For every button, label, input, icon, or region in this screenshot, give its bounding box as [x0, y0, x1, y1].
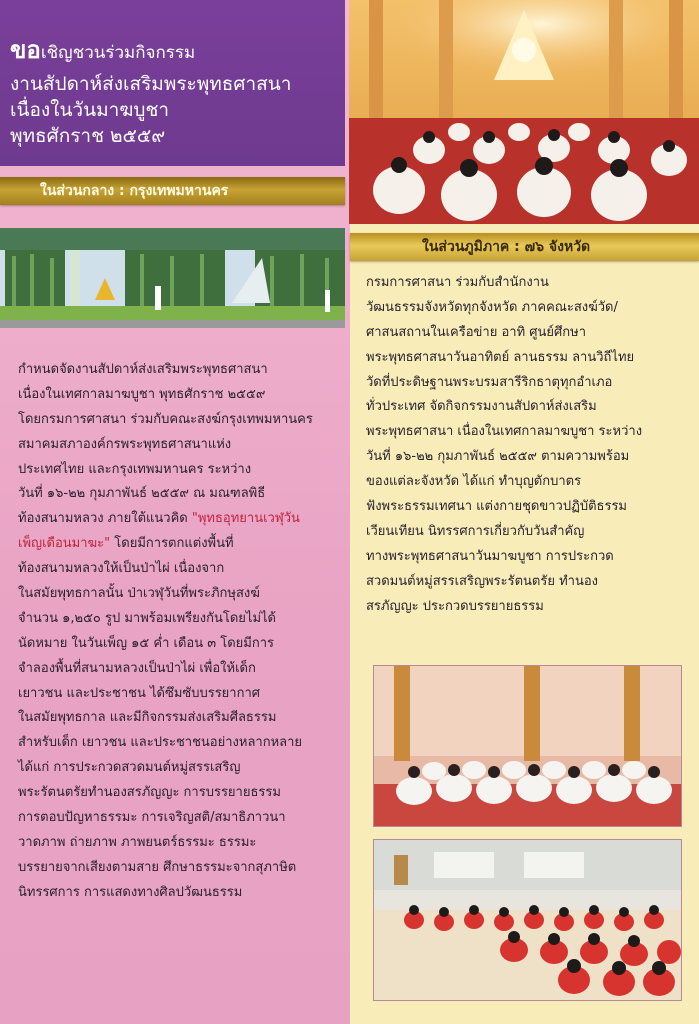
concept-name-highlight-b: เพ็ญเดือนมาฆะ" [18, 536, 111, 552]
central-line-7-text: ท้องสนามหลวง ภายใต้แนวคิด [18, 511, 192, 527]
central-line-11: จำนวน ๑,๒๕๐ รูป มาพร้อมเพรียงกันโดยไม่ได้ [18, 610, 276, 626]
central-line-4: สมาคมสภาองค์กรพระพุทธศาสนาแห่ง [18, 436, 232, 452]
header-line-2: งานสัปดาห์ส่งเสริมพระพุทธศาสนา [10, 73, 292, 95]
central-line-21: บรรยายจากเสียงตามสาย ศึกษาธรรมะจากสุภาษิต [18, 859, 297, 875]
central-line-10: ในสมัยพุทธกาลนั้น ป่าเวฬุวันที่พระภิกษุสงฆ์ [18, 586, 260, 602]
central-line-7 [18, 507, 313, 532]
central-line-17: ได้แก่ การประกวดสวดมนต์หมู่สรรเสริญ [18, 760, 241, 776]
temple-hall-illustration [349, 0, 699, 224]
regional-line-11: เวียนเทียน นิทรรศการเกี่ยวกับวันสำคัญ [366, 523, 585, 539]
header-first-word: ขอ [10, 36, 41, 64]
header-line-4: พุทธศักราช ๒๕๕๙ [10, 125, 166, 147]
temple-hall-photo [349, 0, 699, 224]
central-body-text [18, 358, 313, 906]
header-line-1 [10, 38, 195, 65]
regional-line-8: วันที่ ๑๖-๒๒ กุมภาพันธ์ ๒๕๕๙ ตามความพร้อม [366, 449, 630, 465]
central-line-1: กำหนดจัดงานสัปดาห์ส่งเสริมพระพุทธศาสนา [18, 362, 268, 377]
regional-line-3: ศาสนสถานในเครือข่าย อาทิ ศูนย์ศึกษา [366, 324, 587, 340]
regional-line-14: สรภัญญะ ประกวดบรรยายธรรม [366, 598, 544, 614]
students-prayer-illustration [374, 840, 681, 1000]
central-line-22: นิทรรศการ การแสดงทางศิลปวัฒนธรรม [18, 884, 243, 900]
regional-body-text [366, 271, 642, 619]
header-line-3: เนื่องในวันมาฆบูชา [10, 99, 170, 121]
regional-line-5: วัดที่ประดิษฐานพระบรมสารีริกธาตุทุกอำเภอ [366, 374, 613, 390]
regional-line-13: สวดมนต์หมู่สรรเสริญพระรัตนตรัย ทำนอง [366, 573, 598, 589]
students-prayer-photo [373, 839, 682, 1001]
regional-line-10: ฟังพระธรรมเทศนา แต่งกายชุดขาวปฏิบัติธรรม [366, 499, 627, 515]
central-line-2: เนื่องในเทศกาลมาฆบูชา พุทธศักราช ๒๕๕๙ [18, 386, 266, 402]
header-line-1-rest: เชิญชวนร่วมกิจกรรม [40, 43, 196, 63]
regional-section-banner: ในส่วนภูมิภาค : ๗๖ จังหวัด [350, 233, 699, 261]
regional-line-4: พระพุทธศาสนาวันอาทิตย์ ลานธรรม ลานวิถีไทย [366, 349, 635, 365]
central-line-20: วาดภาพ ถ่ายภาพ ภาพยนตร์ธรรมะ ธรรมะ [18, 834, 257, 850]
central-line-3: โดยกรมการศาสนา ร่วมกับคณะสงฆ์กรุงเทพมหานคร [18, 411, 313, 427]
regional-line-2: วัฒนธรรมจังหวัดทุกจังหวัด ภาคคณะสงฆ์วัด/ [366, 299, 618, 315]
concept-name-highlight-a: "พุทธอุทยานเวฬุวัน [191, 511, 300, 527]
central-line-18: พระรัตนตรัยทำนองสรภัญญะ การบรรยายธรรม [18, 785, 281, 801]
regional-line-1: กรมการศาสนา ร่วมกับสำนักงาน [366, 275, 549, 290]
central-line-8-rest: โดยมีการตกแต่งพื้นที่ [110, 536, 234, 552]
regional-line-7: พระพุทธศาสนา เนื่องในเทศกาลมาฆบูชา ระหว่าง [366, 424, 643, 440]
central-line-8 [18, 532, 313, 557]
regional-line-6: ทั่วประเทศ จัดกิจกรรมงานสัปดาห์ส่งเสริม [366, 399, 597, 415]
central-line-14: เยาวชน และประชาชน ได้ซึมซับบรรยากาศ [18, 685, 261, 701]
bamboo-garden-illustration [0, 228, 345, 328]
central-line-19: การตอบปัญหาธรรมะ การเจริญสติ/สมาธิภาวนา [18, 810, 286, 826]
central-line-12: นัดหมาย ในวันเพ็ญ ๑๕ ค่ำ เดือน ๓ โดยมีการ [18, 635, 275, 651]
temple-ceremony-photo [373, 665, 682, 827]
central-line-9: ท้องสนามหลวงให้เป็นป่าไผ่ เนื่องจาก [18, 561, 225, 577]
central-line-5: ประเทศไทย และกรุงเทพมหานคร ระหว่าง [18, 461, 252, 477]
bamboo-garden-photo [0, 228, 345, 328]
temple-ceremony-illustration [374, 666, 681, 826]
regional-line-9: ของแต่ละจังหวัด ได้แก่ ทำบุญตักบาตร [366, 474, 582, 490]
central-section-banner: ในส่วนกลาง : กรุงเทพมหานคร [0, 177, 345, 205]
central-line-13: จำลองพื้นที่สนามหลวงเป็นป่าไผ่ เพื่อให้เด็ก [18, 660, 256, 676]
central-line-15: ในสมัยพุทธกาล และมีกิจกรรมส่งเสริมศีลธรรม [18, 710, 277, 726]
header-title-box [0, 0, 345, 166]
central-line-16: สำหรับเด็ก เยาวชน และประชาชนอย่างหลากหลาย [18, 735, 303, 751]
regional-line-12: ทางพระพุทธศาสนาวันมาฆบูชา การประกวด [366, 548, 614, 564]
central-line-6: วันที่ ๑๖-๒๒ กุมภาพันธ์ ๒๕๕๙ ณ มณฑลพิธี [18, 486, 266, 502]
